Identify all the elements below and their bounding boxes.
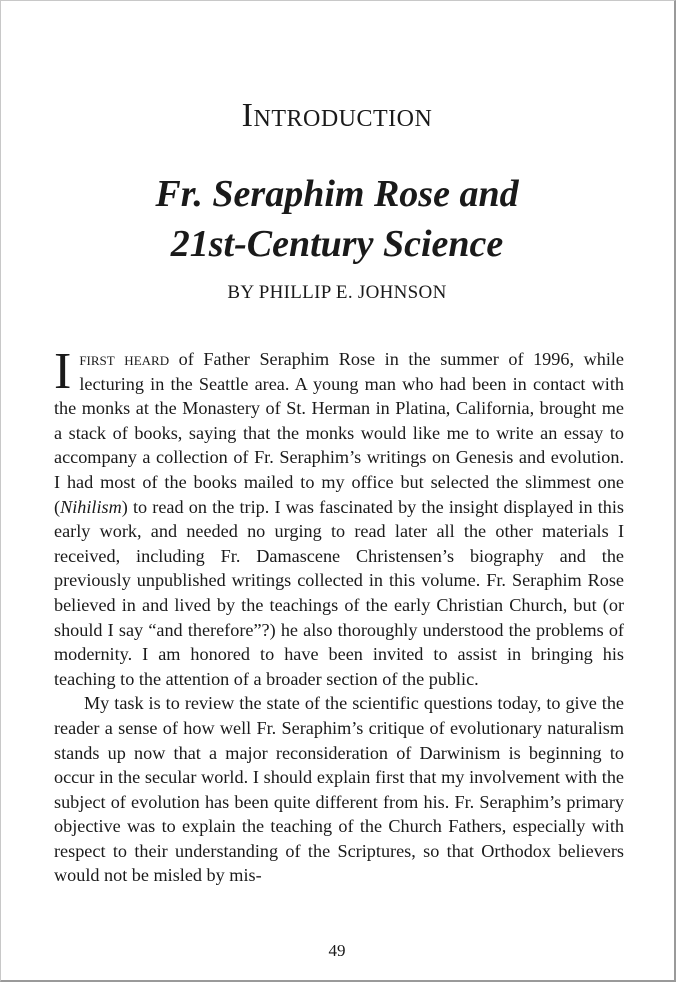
paragraph-1: [54, 343, 624, 691]
book-title-italic: Nihilism: [60, 496, 122, 517]
chapter-title: [1, 169, 673, 269]
page-number: 49: [328, 941, 346, 960]
paragraph-1-text-b: ) to read on the trip. I was fascinated by the insight displayed in this early work, and needed no urging to read later all the other materials I received, including Fr. Damascene Christensen’s biography and the previously unpublished writings collected in this volume. Fr. Seraphim Rose believed in and lived by the teachings of the early Christian Church, but (or should I say “and therefore”?) he also thoroughly understood the problems of modernity. I am honored to have been invited to assist in bringing his teaching to the attention of a broader section of the public.: [54, 496, 624, 689]
body-text: [54, 343, 624, 888]
chapter-title-line-1: Fr. Seraphim Rose and: [155, 173, 519, 215]
paragraph-2: My task is to review the state of the scientific questions today, to give the reader a sense of how well Fr. Seraphim’s critique of evolutionary naturalism stands up now that a major reconsideration of Darwinism is beginning to occur in the secular world. I should explain first that my involvement with the subject of evolution has been quite different from his. Fr. Seraphim’s primary objective was to explain the teaching of the Church Fathers, especially with respect to their understanding of the Scriptures, so that Orthodox believers would not be misled by mis-: [54, 693, 624, 886]
drop-cap: I: [54, 343, 72, 400]
lead-in-small-caps: first heard: [79, 349, 170, 369]
chapter-title-line-2: 21st-Century Science: [170, 223, 504, 265]
paragraph-1-text-a: of Father Seraphim Rose in the summer of 1996, while lecturing in the Seattle area. A young man who had been in contact with the monks at the Monastery of St. Herman in Platina, California, brought me a stack of books, saying that the monks would like me to write an essay to accompany a collection of Fr. Seraphim’s writings on Genesis and evolution. I had most of the books mailed to my office but selected the slimmest one (: [54, 349, 624, 517]
chapter-label: Introduction: [241, 97, 433, 134]
author-byline: BY PHILLIP E. JOHNSON: [227, 282, 447, 303]
